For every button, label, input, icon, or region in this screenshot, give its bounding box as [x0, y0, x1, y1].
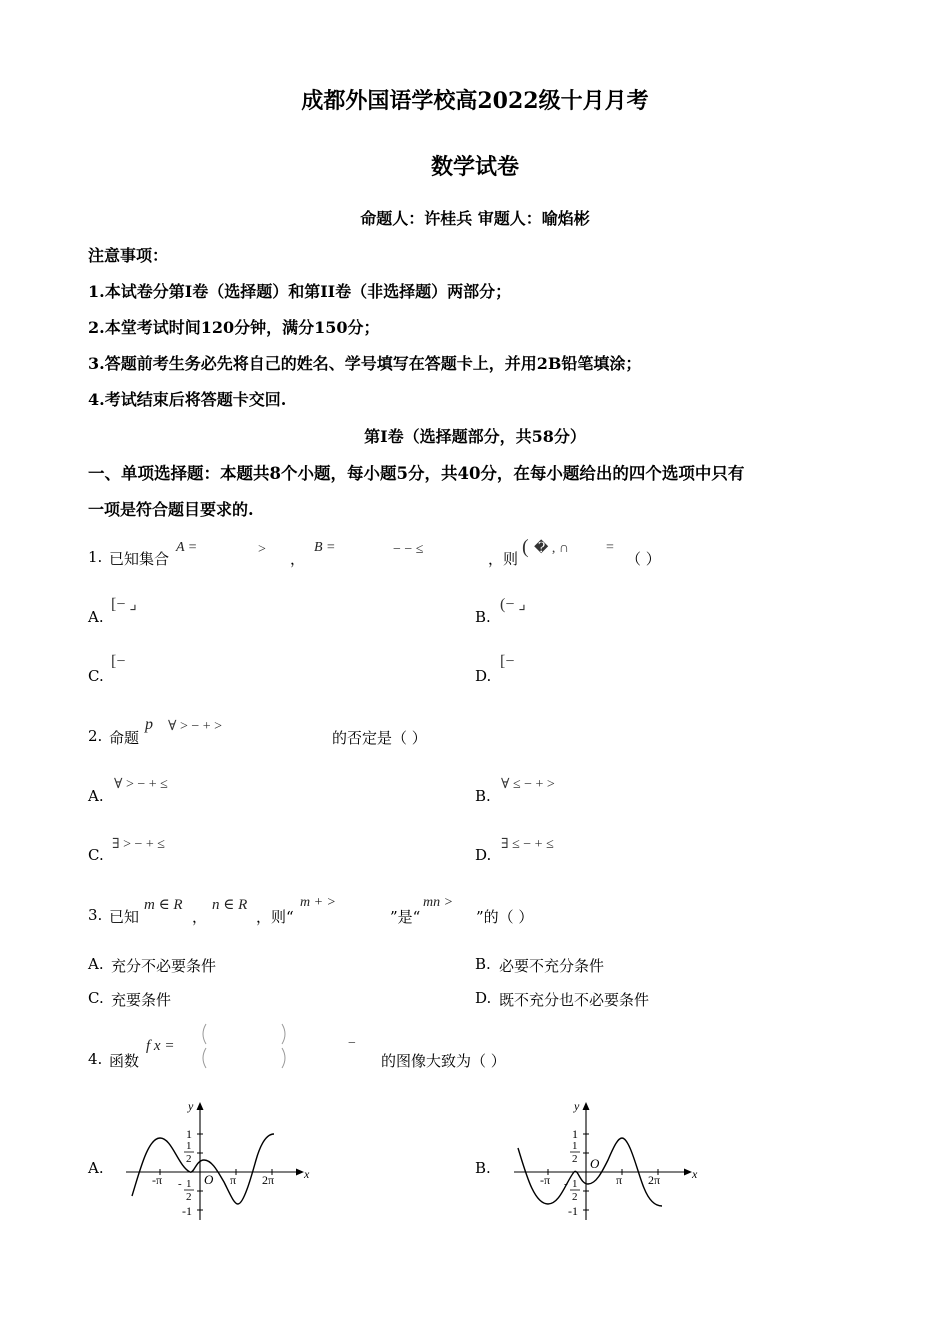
- q4-stem: 函数: [109, 1052, 140, 1070]
- q2-option-a-label[interactable]: A.: [88, 787, 104, 805]
- q1-option-b-formula: (− ⌟: [500, 596, 526, 613]
- tick-label: 2: [572, 1191, 578, 1203]
- tick-label: 1: [572, 1178, 578, 1190]
- q3-stem: 已知: [109, 908, 140, 926]
- tick-label: 2: [186, 1191, 192, 1203]
- y-label: y: [574, 1099, 580, 1113]
- tick-label: π: [230, 1173, 237, 1187]
- y-axis-arrow-icon: [583, 1102, 590, 1110]
- q1-stem: 已知集合: [109, 550, 170, 568]
- q2-formula-fragment: p: [145, 716, 153, 733]
- x-axis-arrow-icon: [296, 1169, 304, 1176]
- q3-option-b-label[interactable]: B.: [475, 955, 491, 973]
- tick-label: -π: [540, 1173, 551, 1187]
- q2-option-b-label[interactable]: B.: [475, 787, 491, 805]
- q4-option-b-label[interactable]: B.: [475, 1159, 491, 1177]
- q1-option-b-label[interactable]: B.: [475, 608, 491, 626]
- q1-formula-fragment: (: [522, 536, 529, 558]
- q1-option-c-formula: [−: [111, 653, 126, 670]
- q2-option-b-formula: ∀ ≤ − + >: [501, 777, 555, 792]
- notes-heading: 注意事项：: [88, 246, 169, 265]
- part1-heading: 第I卷（选择题部分，共58分）: [364, 427, 586, 446]
- tick-label: -: [178, 1178, 182, 1190]
- q3-option-a-text: 充分不必要条件: [111, 957, 217, 975]
- q2-stem: 命题: [109, 729, 140, 747]
- q1-answer-paren: （ ）: [626, 550, 661, 568]
- q1-comma: ，: [290, 550, 306, 568]
- q1-number: 1.: [88, 548, 103, 566]
- q1-then: ，则: [488, 550, 519, 568]
- q1-formula-fragment: =: [606, 540, 614, 555]
- tick-label: 1: [572, 1127, 578, 1141]
- q4-option-a-label[interactable]: A.: [88, 1159, 104, 1177]
- q3-stem-mid: ”是“: [390, 908, 421, 926]
- q3-stem-mid: ，则“: [256, 908, 294, 926]
- q1-option-a-label[interactable]: A.: [88, 608, 104, 626]
- q3-comma: ，: [192, 908, 208, 926]
- q3-option-b-text: 必要不充分条件: [499, 957, 605, 975]
- y-label: y: [188, 1099, 194, 1113]
- x-label: x: [692, 1167, 698, 1181]
- q4-formula-brackets: [196, 1022, 296, 1072]
- q2-option-d-label[interactable]: D.: [475, 846, 492, 864]
- q1-option-a-formula: [− ⌟: [111, 596, 137, 613]
- q1-option-c-label[interactable]: C.: [88, 667, 104, 685]
- x-label: x: [304, 1167, 310, 1181]
- q3-formula-fragment: n ∈ R: [212, 897, 248, 913]
- section-instruction-line1: 一、单项选择题：本题共8个小题，每小题5分，共40分，在每小题给出的四个选项中只有: [88, 464, 745, 483]
- q2-option-c-label[interactable]: C.: [88, 846, 104, 864]
- tick-label: π: [616, 1173, 623, 1187]
- tick-label: -: [564, 1178, 568, 1190]
- q3-formula-fragment: m + >: [300, 895, 337, 910]
- tick-label: 1: [186, 1127, 192, 1141]
- exam-subtitle: 数学试卷: [430, 154, 519, 180]
- tick-label: -1: [182, 1204, 192, 1218]
- tick-label: -π: [152, 1173, 163, 1187]
- tick-label: 2π: [648, 1173, 661, 1187]
- q4-stem-tail: 的图像大致为（ ）: [381, 1052, 506, 1070]
- exam-title: 成都外国语学校高2022级十月月考: [301, 88, 649, 114]
- q2-option-a-formula: ∀ > − + ≤: [114, 777, 168, 792]
- y-axis-arrow-icon: [197, 1102, 204, 1110]
- q4-graph-b[interactable]: [508, 1098, 698, 1226]
- q3-number: 3.: [88, 906, 103, 924]
- tick-label: 2π: [262, 1173, 275, 1187]
- tick-label: 2: [186, 1153, 192, 1165]
- origin-label: O: [204, 1172, 214, 1187]
- x-axis-arrow-icon: [684, 1169, 692, 1176]
- q1-formula-fragment: B =: [314, 540, 336, 555]
- tick-label: -1: [568, 1204, 578, 1218]
- q4-graph-a[interactable]: [120, 1098, 310, 1226]
- tick-label: 1: [572, 1140, 578, 1152]
- tick-label: 2: [572, 1153, 578, 1165]
- q2-number: 2.: [88, 727, 103, 745]
- q4-number: 4.: [88, 1050, 103, 1068]
- q1-formula-fragment: − − ≤: [393, 542, 424, 557]
- q2-option-d-formula: ∃ ≤ − + ≤: [501, 837, 554, 852]
- q2-stem-tail: 的否定是（ ）: [332, 729, 427, 747]
- q4-formula-fragment: −: [348, 1036, 356, 1051]
- q3-option-d-label[interactable]: D.: [475, 989, 492, 1007]
- function-curve: [132, 1134, 274, 1204]
- exam-authors: 命题人：许桂兵 审题人：喻焰彬: [360, 209, 590, 228]
- q3-formula-fragment: m ∈ R: [144, 897, 183, 913]
- q1-formula-fragment: � , ∩: [534, 541, 569, 556]
- section-instruction-line2: 一项是符合题目要求的.: [88, 500, 254, 519]
- q2-formula-fragment: ∀ > − + >: [168, 719, 223, 734]
- q1-formula-fragment: >: [258, 542, 266, 557]
- note-item: 1.本试卷分第I卷（选择题）和第II卷（非选择题）两部分；: [88, 282, 512, 301]
- q3-option-c-label[interactable]: C.: [88, 989, 104, 1007]
- tick-label: 1: [186, 1140, 192, 1152]
- q3-option-d-text: 既不充分也不必要条件: [499, 991, 650, 1009]
- note-item: 2.本堂考试时间120分钟，满分150分；: [88, 318, 380, 337]
- tick-label: 1: [186, 1178, 192, 1190]
- q3-stem-tail: ”的（ ）: [476, 908, 534, 926]
- note-item: 4.考试结束后将答题卡交回.: [88, 390, 287, 409]
- q3-option-a-label[interactable]: A.: [88, 955, 104, 973]
- q2-option-c-formula: ∃ > − + ≤: [112, 837, 165, 852]
- q1-option-d-formula: [−: [500, 653, 515, 670]
- note-item: 3.答题前考生务必先将自己的姓名、学号填写在答题卡上，并用2B铅笔填涂；: [88, 354, 642, 373]
- q4-formula-fragment: f x =: [146, 1038, 175, 1054]
- origin-label: O: [590, 1156, 600, 1171]
- q3-option-c-text: 充要条件: [111, 991, 172, 1009]
- q1-formula-fragment: A =: [176, 540, 198, 555]
- q1-option-d-label[interactable]: D.: [475, 667, 492, 685]
- q3-formula-fragment: mn >: [423, 895, 454, 910]
